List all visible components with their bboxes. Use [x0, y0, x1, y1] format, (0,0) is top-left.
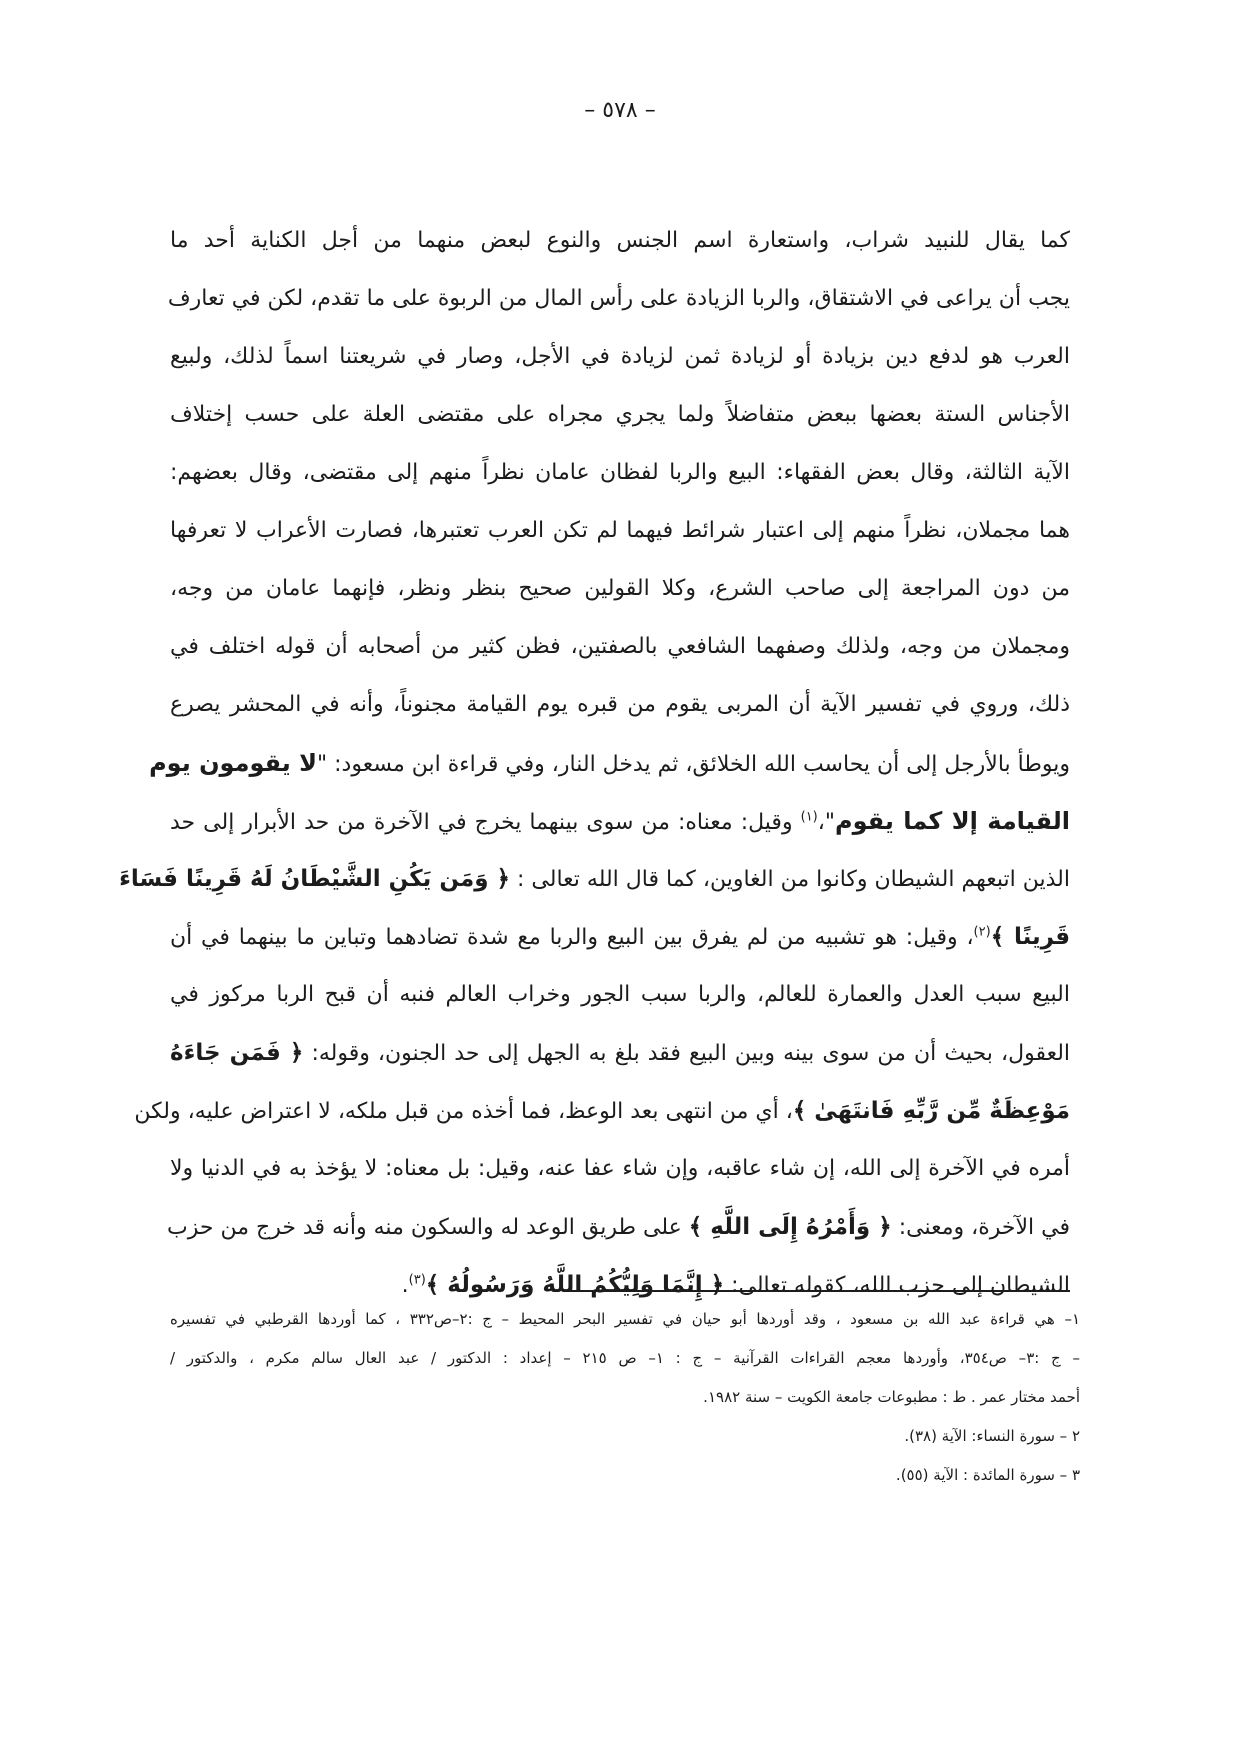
- quran-verse: ﴿ إِنَّمَا وَلِيُّكُمُ اللَّهُ وَرَسُولُهُ ﴾: [425, 1272, 725, 1298]
- text-line: [170, 966, 1070, 1024]
- footnote-line: [170, 1378, 1080, 1417]
- line-text: أمره في الآخرة إلى الله، إن شاء عاقبه، وإن شاء عفا عنه، وقيل: بل معناه: لا يؤخذ به في الدنيا ولا: [170, 1156, 1070, 1181]
- text-line: [170, 386, 1070, 444]
- footnote-ref: (٢): [973, 924, 991, 940]
- footnote-line: [170, 1300, 1080, 1339]
- footnote-ref: (١): [800, 809, 818, 825]
- text-line: [170, 1024, 1070, 1082]
- line-text: ويوطأ بالأرجل إلى أن يحاسب الله الخلائق، ثم يدخل النار، وفي قراءة ابن مسعود: ": [317, 752, 1070, 777]
- line-text: ومجملان من وجه، ولذلك وصفهما الشافعي بالصفتين، فظن كثير من أصحابه أن قوله اختلف في: [170, 634, 1070, 659]
- line-text: العقول، بحيث أن من سوى بينه وبين البيع فقد بلغ به الجهل إلى حد الجنون، وقوله:: [303, 1041, 1071, 1066]
- line-text: الآية الثالثة، وقال بعض الفقهاء: البيع والربا لفظان عامان نظراً منهم إلى مقتضى، وقال بعضهم:: [170, 460, 1070, 485]
- line-text: "،: [817, 810, 835, 835]
- footnotes: [170, 1300, 1080, 1495]
- footnote-text: ٢ – سورة النساء: الآية (٣٨).: [904, 1427, 1080, 1445]
- text-line: [170, 1140, 1070, 1198]
- footnote-line: [170, 1339, 1080, 1378]
- quran-verse: قَرِينًا ﴾: [990, 924, 1071, 950]
- text-line: [167, 270, 1070, 328]
- footnote-line: [170, 1456, 1080, 1495]
- text-line: [170, 212, 1070, 270]
- line-text: الذين اتبعهم الشيطان وكانوا من الغاوين، كما قال الله تعالى :: [510, 867, 1070, 892]
- line-text: البيع سبب العدل والعمارة للعالم، والربا سبب الجور وخراب العالم فنبه أن قبح الربا مركوز في: [170, 982, 1070, 1007]
- quran-reading-bold: لا يقومون يوم: [149, 749, 318, 777]
- text-line: [170, 792, 1070, 850]
- footnote-line: [170, 1417, 1080, 1456]
- text-line: [167, 1198, 1070, 1256]
- text-line: [170, 328, 1070, 386]
- line-text: من دون المراجعة إلى صاحب الشرع، وكلا القولين صحيح بنظر ونظر، فإنهما عامان من وجه،: [170, 576, 1070, 601]
- line-text: ذلك، وروي في تفسير الآية أن المربى يقوم من قبره يوم القيامة مجنوناً، وأنه في المحشر يصرع: [170, 692, 1070, 717]
- line-text: في الآخرة، ومعنى:: [891, 1215, 1070, 1240]
- quran-reading-bold: القيامة إلا كما يقوم: [834, 807, 1070, 835]
- text-line: [170, 908, 1070, 966]
- text-line: [170, 676, 1070, 734]
- text-line: [119, 850, 1070, 908]
- line-text: الشيطان إلى حزب الله، كقوله تعالى:: [724, 1273, 1070, 1298]
- footnote-text: ٣ – سورة المائدة : الآية (٥٥).: [895, 1466, 1080, 1484]
- quran-verse: مَوْعِظَةٌ مِّن رَّبِّهِ فَانتَهَىٰ ﴾: [792, 1098, 1070, 1124]
- quran-verse: ﴿ وَأَمْرُهُ إِلَى اللَّهِ ﴾: [688, 1214, 892, 1240]
- quran-verse: ﴿ وَمَن يَكُنِ الشَّيْطَانُ لَهُ قَرِينًا فَسَاءَ: [119, 866, 511, 892]
- line-text: وقيل: معناه: من سوى بينهما يخرج في الآخرة من حد الأبرار إلى حد: [170, 810, 801, 835]
- footnote-text: أحمد مختار عمر . ط : مطبوعات جامعة الكويت – سنة ١٩٨٢.: [703, 1388, 1080, 1406]
- footnote-ref: (٣): [408, 1272, 426, 1288]
- text-line: [170, 618, 1070, 676]
- line-text: كما يقال للنبيد شراب، واستعارة اسم الجنس والنوع لبعض منهما من أجل الكناية أحد ما: [170, 228, 1070, 253]
- footnote-text: – ج :٣– ص٣٥٤، وأوردها معجم القراءات القرآنية – ج : ١– ص ٢١٥ – إعداد : الدكتور / عبد العال سالم مكرم ، والدكتور /: [170, 1349, 1080, 1367]
- line-text: .: [401, 1273, 409, 1298]
- line-text: على طريق الوعد له والسكون منه وأنه قد خرج من حزب: [167, 1215, 689, 1240]
- main-text: [119, 212, 1071, 1314]
- line-text: يجب أن يراعى في الاشتقاق، والربا الزيادة على رأس المال من الربوة على ما تقدم، لكن في تعارف: [167, 286, 1070, 311]
- line-text: هما مجملان، نظراً منهم إلى اعتبار شرائط فيهما لم تكن العرب تعتبرها، فصارت الأعراب لا تعرفها: [170, 518, 1070, 543]
- text-line: [170, 560, 1070, 618]
- quran-verse: ﴿ فَمَن جَاءَهُ: [170, 1040, 304, 1066]
- text-line: [170, 502, 1070, 560]
- line-text: ، أي من انتهى بعد الوعظ، فما أخذه من قبل ملكه، لا اعتراض عليه، ولكن: [134, 1099, 793, 1124]
- line-text: الأجناس الستة بعضها ببعض متفاضلاً ولما يجري مجراه على مقتضى العلة على حسب إختلاف: [170, 402, 1070, 427]
- page-number: – ٥٧٨ –: [584, 98, 656, 123]
- line-text: ، وقيل: هو تشبيه من لم يفرق بين البيع والربا مع شدة تضادهما وتباين ما بينهما في أن: [170, 925, 974, 950]
- footnote-separator: [570, 1290, 1070, 1292]
- footnote-text: ١– هي قراءة عبد الله بن مسعود ، وقد أوردها أبو حيان في تفسير البحر المحيط – ج :٢–ص٣٣٢ ، كما أوردها القرطبي في تفسيره: [170, 1310, 1081, 1328]
- line-text: العرب هو لدفع دين بزيادة أو لزيادة ثمن لزيادة في الأجل، وصار في شريعتنا اسماً لذلك، ولبيع: [170, 344, 1070, 369]
- text-line: [149, 734, 1070, 792]
- text-line: [134, 1082, 1070, 1140]
- text-line: [170, 444, 1070, 502]
